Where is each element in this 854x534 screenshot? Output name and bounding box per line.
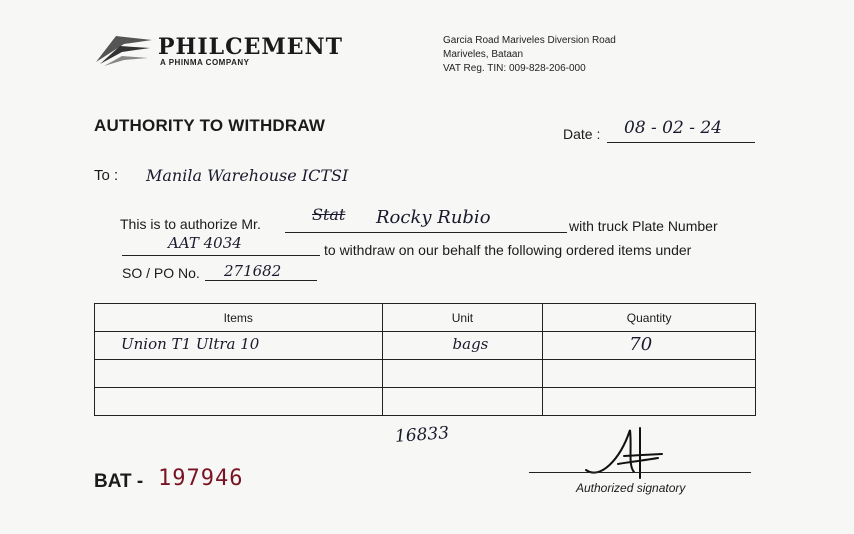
item-cell bbox=[95, 360, 383, 388]
withdraw-text: to withdraw on our behalf the following ordered items under bbox=[324, 242, 692, 258]
item-cell bbox=[95, 388, 383, 416]
authorize-name-underline bbox=[285, 232, 567, 233]
date-value: 08 - 02 - 24 bbox=[624, 118, 722, 138]
bat-label: BAT - bbox=[94, 471, 144, 492]
quantity-cell bbox=[543, 388, 756, 416]
date-underline bbox=[607, 142, 755, 143]
authorized-person-name: Rocky Rubio bbox=[376, 207, 491, 228]
column-header-quantity: Quantity bbox=[543, 304, 756, 332]
brand-tagline: A PHINMA COMPANY bbox=[160, 58, 250, 67]
bat-number: 197946 bbox=[158, 466, 244, 491]
so-po-value: 271682 bbox=[224, 262, 282, 280]
authorize-text: This is to authorize Mr. bbox=[120, 216, 261, 232]
unit-cell bbox=[382, 388, 543, 416]
philcement-wing-logo-icon bbox=[94, 32, 154, 68]
strikethrough-mark: Stat bbox=[312, 205, 346, 224]
company-address bbox=[443, 34, 616, 76]
unit-cell: bags bbox=[382, 332, 543, 360]
plate-text: with truck Plate Number bbox=[569, 218, 718, 234]
so-po-underline bbox=[205, 280, 317, 281]
to-label: To : bbox=[94, 167, 119, 184]
plate-underline bbox=[122, 255, 320, 256]
address-line: Garcia Road Mariveles Diversion Road bbox=[443, 35, 616, 46]
vat-tin-line: VAT Reg. TIN: 009-828-206-000 bbox=[443, 63, 586, 74]
table-row bbox=[95, 388, 756, 416]
address-line: Mariveles, Bataan bbox=[443, 49, 524, 60]
signatory-label: Authorized signatory bbox=[576, 481, 686, 495]
unit-cell bbox=[382, 360, 543, 388]
signatory-line bbox=[529, 472, 751, 473]
quantity-cell bbox=[543, 360, 756, 388]
form-title: AUTHORITY TO WITHDRAW bbox=[94, 116, 326, 135]
column-header-unit: Unit bbox=[382, 304, 543, 332]
items-table bbox=[94, 303, 756, 416]
brand-name: PHILCEMENT bbox=[158, 34, 343, 60]
date-label: Date : bbox=[563, 126, 601, 142]
column-header-items: Items bbox=[95, 304, 383, 332]
plate-value: AAT 4034 bbox=[168, 234, 242, 252]
to-value: Manila Warehouse ICTSI bbox=[146, 166, 349, 185]
so-po-label: SO / PO No. bbox=[122, 265, 200, 281]
company-logo bbox=[94, 32, 154, 68]
item-cell: Union T1 Ultra 10 bbox=[95, 332, 383, 360]
quantity-cell: 70 bbox=[543, 332, 756, 360]
table-row bbox=[95, 332, 756, 360]
table-header-row bbox=[95, 304, 756, 332]
handwritten-number: 16833 bbox=[394, 423, 450, 447]
table-row bbox=[95, 360, 756, 388]
